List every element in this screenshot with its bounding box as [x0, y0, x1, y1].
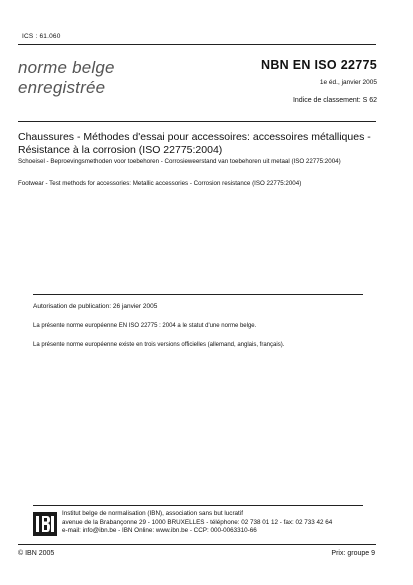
header-rule	[18, 44, 376, 45]
institute-name: Institut belge de normalisation (IBN), association sans but lucratif	[62, 510, 243, 517]
ics-code: ICS : 61.060	[22, 33, 61, 40]
institute-contact: e-mail: info@ibn.be - IBN Online: www.ibn.be - CCP: 000-0063310-66	[62, 527, 257, 534]
institute-address: avenue de la Brabançonne 29 - 1000 BRUXELLES - téléphone: 02 738 01 12 - fax: 02 733 42 64	[62, 518, 333, 526]
statement-belgian-status: La présente norme européenne EN ISO 22775 : 2004 a le statut d'une norme belge.	[33, 323, 257, 329]
edition-date: 1e éd., janvier 2005	[319, 79, 377, 86]
title-english: Footwear - Test methods for accessories: Metallic accessories - Corrosion resistance (ISO 22775:2004)	[18, 180, 302, 187]
brand-title	[18, 58, 115, 98]
title-french: Chaussures - Méthodes d'essai pour accessoires: accessoires métalliques - Résistance à la corrosion (ISO 22775:2004)	[18, 131, 371, 156]
footer-rule	[18, 544, 376, 545]
price-group: Prix: groupe 9	[331, 550, 375, 557]
classification-index: Indice de classement: S 62	[292, 97, 377, 104]
ibn-logo-icon	[33, 512, 57, 536]
brand-line-1: norme belge	[18, 58, 115, 77]
title-dutch: Schoeisel - Beproevingsmethoden voor toebehoren - Corrosieweerstand van toebehoren uit metaal (ISO 22775:2004)	[18, 158, 341, 165]
publication-authorisation: Autorisation de publication: 26 janvier 2005	[33, 303, 158, 310]
publication-rule	[33, 294, 363, 295]
copyright: © IBN 2005	[18, 550, 55, 557]
statement-official-versions: La présente norme européenne existe en trois versions officielles (allemand, anglais, français).	[33, 342, 285, 348]
title-rule	[18, 121, 376, 122]
institute-rule	[33, 505, 363, 506]
standard-number: NBN EN ISO 22775	[261, 58, 377, 72]
brand-line-2: enregistrée	[18, 78, 106, 97]
institute-info	[62, 510, 332, 536]
